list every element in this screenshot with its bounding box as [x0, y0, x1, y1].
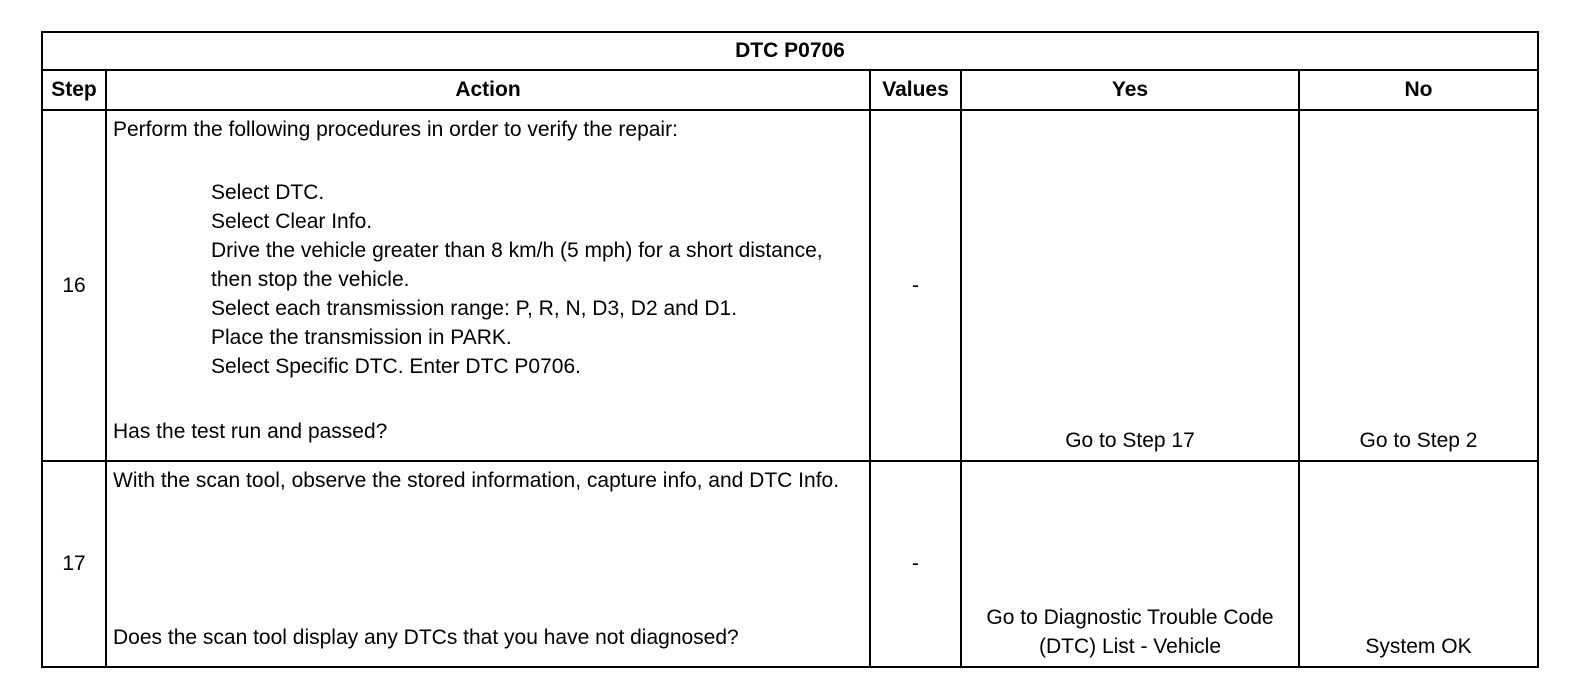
procedure-list	[113, 178, 863, 381]
header-no: No	[1299, 70, 1538, 110]
header-values: Values	[870, 70, 961, 110]
header-action: Action	[106, 70, 870, 110]
action-cell	[106, 110, 870, 461]
table-row	[42, 110, 1538, 461]
action-intro: With the scan tool, observe the stored information, capture info, and DTC Info.	[113, 469, 840, 492]
table-row	[42, 461, 1538, 667]
procedure-item: Select each transmission range: P, R, N, D3, D2 and D1.	[211, 297, 738, 320]
values-cell: -	[870, 461, 961, 667]
step-number: 17	[42, 461, 106, 667]
yes-outcome: Go to Step 17	[961, 110, 1299, 461]
action-question: Has the test run and passed?	[113, 420, 388, 443]
procedure-item: Select DTC.	[211, 181, 325, 204]
header-step: Step	[42, 70, 106, 110]
step-number: 16	[42, 110, 106, 461]
action-intro: Perform the following procedures in order to verify the repair:	[113, 118, 678, 141]
procedure-item: Drive the vehicle greater than 8 km/h (5 mph) for a short distance, then stop the vehicle.	[211, 239, 823, 291]
values-cell: -	[870, 110, 961, 461]
no-outcome: System OK	[1299, 461, 1538, 667]
action-question: Does the scan tool display any DTCs that you have not diagnosed?	[113, 626, 739, 649]
procedure-item: Place the transmission in PARK.	[211, 326, 512, 349]
no-outcome: Go to Step 2	[1299, 110, 1538, 461]
table-title-row	[42, 32, 1538, 70]
header-yes: Yes	[961, 70, 1299, 110]
procedure-item: Select Clear Info.	[211, 210, 373, 233]
table-header-row	[42, 70, 1538, 110]
dtc-table	[41, 31, 1539, 668]
yes-outcome: Go to Diagnostic Trouble Code (DTC) List - Vehicle	[961, 461, 1299, 667]
action-cell	[106, 461, 870, 667]
procedure-item: Select Specific DTC. Enter DTC P0706.	[211, 355, 581, 378]
table-title: DTC P0706	[42, 32, 1538, 70]
